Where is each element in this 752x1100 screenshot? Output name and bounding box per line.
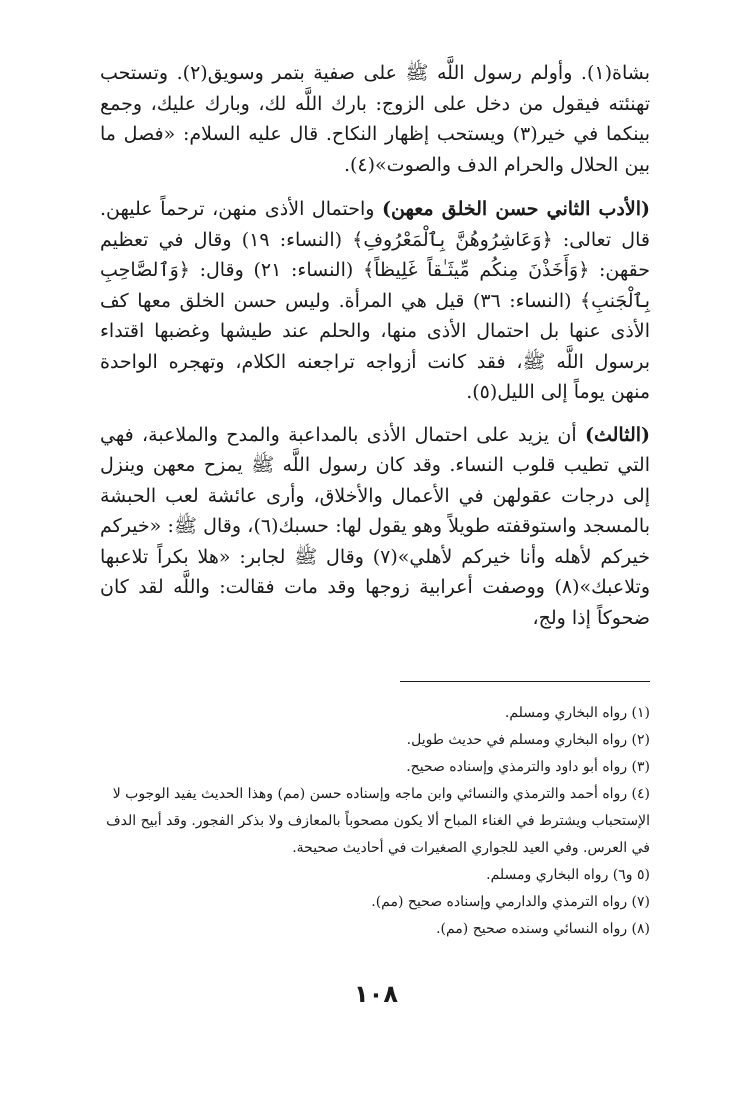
footnote-3: (٣) رواه أبو داود والترمذي وإسناده صحيح. [406,759,650,775]
paragraph-3-heading: (الثالث) [584,423,650,446]
paragraph-1: بشاة(١). وأولم رسول اللَّه ﷺ على صفية بتمر وسويق(٢). وتستحب تهنئته فيقول من دخل على الزوج: بارك اللَّه لك، وبارك عليك، وجمع بينكما في خير(٣) ويستحب إظهار النكاح. قال عليه السلام: «فصل ما بين الحلال والحرام الدف والصوت»(٤). [100,62,650,176]
footnote-2: (٢) رواه البخاري ومسلم في حديث طويل. [406,732,650,748]
footnote-1: (١) رواه البخاري ومسلم. [504,705,650,721]
paragraph-2 [100,194,650,408]
paragraph-3-text: أن يزيد على احتمال الأذى بالمداعبة والمدح والملاعبة، فهي التي تطيب قلوب النساء. وقد كان رسول اللَّه ﷺ يمزح معهن وينزل إلى درجات عقولهن في الأعمال والأخلاق، وأرى عائشة لعب الحبشة بالمسجد واستوقفته طويلاً وهو يقول لها: حسبك(٦)، وقال ﷺ: «خيركم خيركم لأهله وأنا خيركم لأهلي»(٧) وقال ﷺ لجابر: «هلا بكراً تلاعبها وتلاعبك»(٨) ووصفت أعرابية زوجها وقد مات فقالت: واللَّه لقد كان ضحوكاً إذا ولج، [100,423,650,629]
footnote-5-6: (٥ و٦) رواه البخاري ومسلم. [486,867,650,883]
page-number: ١٠٨ [354,980,398,1008]
footnote-7: (٧) رواه الترمذي والدارمي وإسناده صحيح (مم). [371,894,650,910]
paragraph-2-text: واحتمال الأذى منهن، ترحماً عليهن. قال تعالى: ﴿وَعَاشِرُوهُنَّ بِٱلْمَعْرُوفِ﴾ (النساء: ١٩) وقال في تعظيم حقهن: ﴿وَأَخَذْنَ مِنكُم مِّيثَـٰقاً غَلِيظاً﴾ (النساء: ٢١) وقال: ﴿وَٱلصَّاحِبِ بِٱلْجَنبِ﴾ (النساء: ٣٦) قيل هي المرأة. وليس حسن الخلق معها كف الأذى عنها بل احتمال الأذى منها، والحلم عند طيشها وغضبها اقتداء برسول اللَّه ﷺ، فقد كانت أزواجه تراجعنه الكلام، وتهجره الواحدة منهن يوماً إلى الليل(٥). [100,198,650,403]
footnotes [90,700,650,943]
paragraph-3 [100,420,650,634]
main-text [100,58,650,633]
paragraph-2-heading: (الأدب الثاني حسن الخلق معهن) [382,198,650,220]
footnote-4: (٤) رواه أحمد والترمذي والنسائي وابن ماجه وإسناده حسن (مم) وهذا الحديث يفيد الوجوب لا الإستحباب ويشترط في الغناء المباح ألا يكون مصحوباً بالمعازف ولا بذكر الفجور. وقد أبيح الدف في العرس. وفي العيد للجواري الصغيرات في أحاديث صحيحة. [106,786,650,856]
footnote-separator [400,681,650,682]
footnote-8: (٨) رواه النسائي وسنده صحيح (مم). [436,921,650,937]
